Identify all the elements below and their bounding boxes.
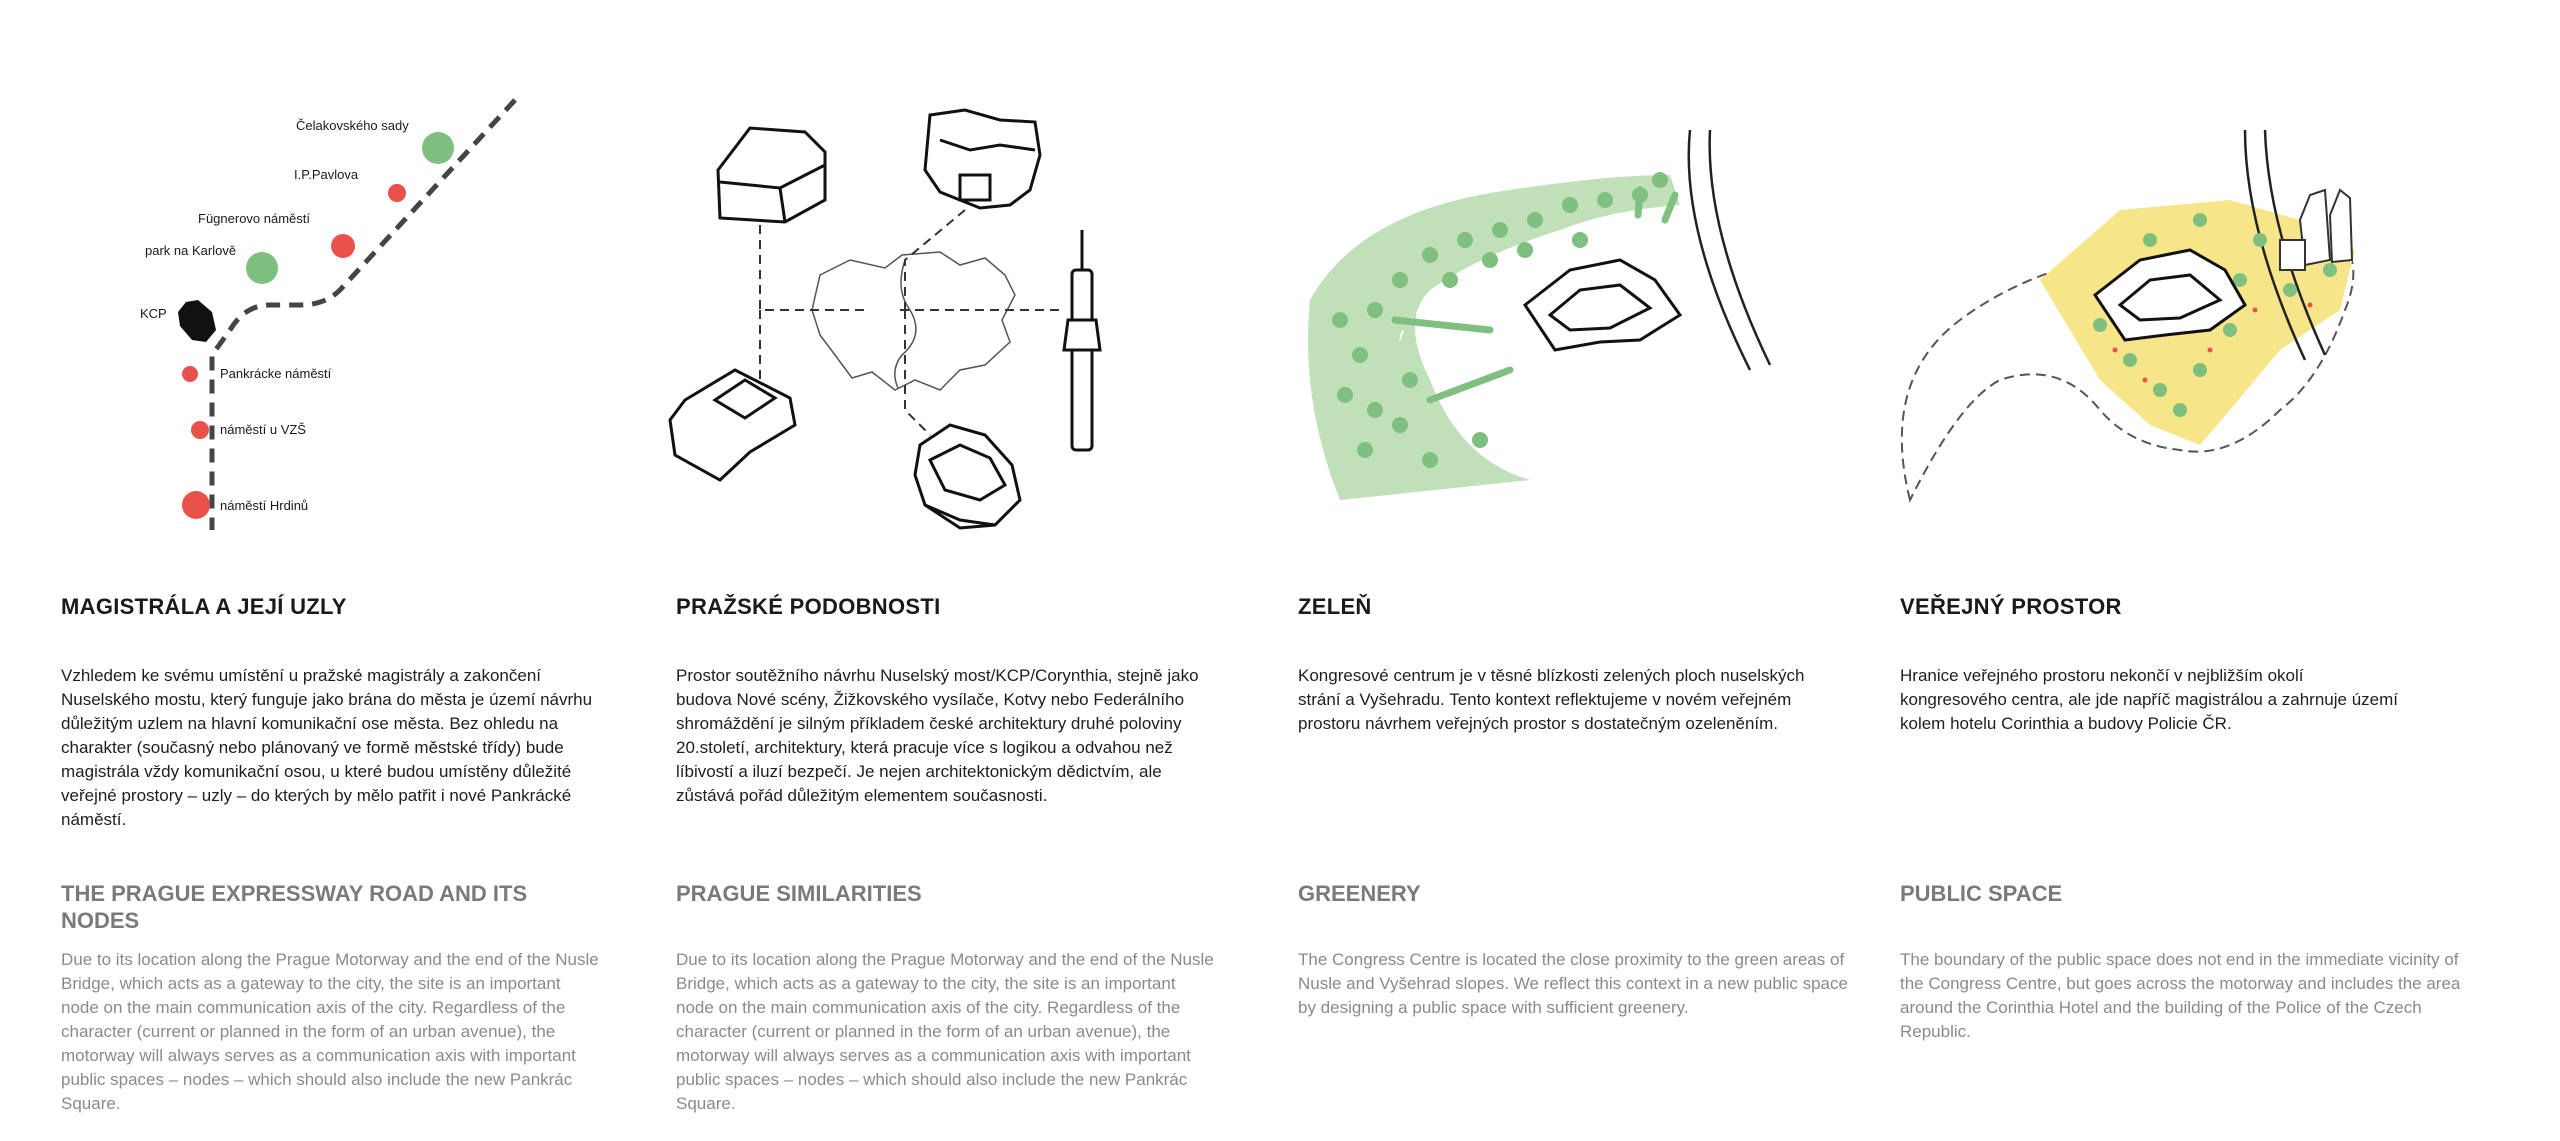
congress-centre-building-icon	[1525, 260, 1680, 350]
label-fugnerovo: Fügnerovo náměstí	[198, 211, 311, 226]
panel-expressway	[0, 0, 640, 1141]
node-hrdinu	[182, 491, 210, 519]
title-en: THE PRAGUE EXPRESSWAY ROAD AND ITS NODES	[61, 881, 528, 933]
expressway-nodes-map	[0, 80, 640, 560]
label-park-na-karlove: park na Karlově	[145, 243, 237, 258]
title-cz: MAGISTRÁLA A JEJÍ UZLY	[61, 594, 347, 619]
node-u-vzs	[191, 421, 209, 439]
title-en: GREENERY	[1298, 881, 1421, 906]
text-cz: Prostor soutěžního návrhu Nuselský most/KCP/Corynthia, stejně jako budova Nové scény, Žižkovského vysílače, Kotvy nebo Federálního shromáždění je silným příkladem české architektury druhé poloviny 20.století, architektury, která pracuje více s logikou a odvahou než líbivostí a iluzí bezpečí. Je nejen architektonickým dědictvím, ale zůstává pořád důležitým elementem současnosti.	[676, 666, 1199, 805]
panel-prague-similarities	[640, 0, 1280, 1141]
text-cz: Kongresové centrum je v těsné blízkosti zelených ploch nuselských strání a Vyšehradu. Tento kontext reflektujeme v novém veřejném prostoru návrhem veřejných prostor s dostatečným ozeleněním.	[1298, 666, 1805, 733]
label-pankracke: Pankrácke náměstí	[220, 366, 332, 381]
panel-greenery	[1280, 0, 1900, 1141]
title-cz: VEŘEJNÝ PROSTOR	[1900, 594, 2122, 619]
text-en: Due to its location along the Prague Motorway and the end of the Nusle Bridge, which acts as a gateway to the city, the site is an important node on the main communication axis of the city. Regardless of the character (current or planned in the form of an urban avenue), the motorway will always serves as a communication axis with important public spaces – nodes – which should also include the new Pankrác Square.	[61, 950, 599, 1113]
road-edge	[1689, 130, 1750, 370]
label-celakovskeho: Čelakovského sady	[296, 118, 409, 133]
node-kcp	[178, 300, 216, 342]
text-en: The Congress Centre is located the close proximity to the green areas of Nusle and Vyšehrad slopes. We reflect this context in a new public space by designing a public space with sufficient greenery.	[1298, 950, 1848, 1017]
building-kotva-icon	[670, 370, 795, 480]
label-u-vzs: náměstí u VZŠ	[220, 422, 306, 437]
node-fugnerovo	[331, 234, 355, 258]
node-pankracke	[182, 366, 198, 382]
panel-public-space	[1900, 0, 2560, 1141]
text-cz: Hranice veřejného prostoru nekončí v nejbližším okolí kongresového centra, ale jde napříč magistrálou a zahrnuje území kolem hotelu Corinthia a budovy Policie ČR.	[1900, 666, 2399, 733]
text-cz: Vzhledem ke svému umístění u pražské magistrály a zakončení Nuselského mostu, který funguje jako brána do města je území návrhu důležitým uzlem na hlavní komunikační ose města. Bez ohledu na charakter (současný nebo plánovaný ve formě městské třídy) bude magistrála vždy komunikační osou, u které budou umístěny důležité veřejné prostory – uzly – do kterých by mělo patřit i nové Pankrácké náměstí.	[61, 666, 593, 829]
title-cz: ZELEŇ	[1298, 594, 1372, 619]
greenery-diagram	[1280, 80, 1900, 560]
congress-centre-building-icon	[915, 425, 1020, 528]
node-park-na-karlove	[246, 252, 278, 284]
building-zizkov-tower-icon	[1064, 230, 1100, 450]
title-en: PUBLIC SPACE	[1900, 881, 2063, 906]
label-hrdinu: náměstí Hrdinů	[220, 498, 309, 513]
title-en: PRAGUE SIMILARITIES	[676, 881, 922, 906]
text-en: Due to its location along the Prague Motorway and the end of the Nusle Bridge, which acts as a gateway to the city, the site is an important node on the main communication axis of the city. Regardless of the character (current or planned in the form of an urban avenue), the motorway will always serves as a communication axis with important public spaces – nodes – which should also include the new Pankrác Square.	[676, 950, 1214, 1113]
title-cz: PRAŽSKÉ PODOBNOSTI	[676, 594, 941, 619]
road-edge-2	[1710, 130, 1770, 365]
label-kcp: KCP	[140, 306, 167, 321]
building-federal-assembly-icon	[718, 128, 825, 222]
text-en: The boundary of the public space does not end in the immediate vicinity of the Congress Centre, but goes across the motorway and includes the area around the Corinthia Hotel and the building of the Police of the Czech Republic.	[1900, 950, 2461, 1041]
prague-similarities-diagram	[640, 80, 1280, 560]
expressway-line	[212, 100, 515, 530]
prague-outline	[812, 252, 1015, 390]
label-ip-pavlova: I.P.Pavlova	[294, 167, 359, 182]
building-nova-scena-icon	[925, 110, 1040, 208]
node-celakovskeho-sady	[422, 132, 454, 164]
node-ip-pavlova	[388, 184, 406, 202]
public-space-diagram	[1900, 80, 2560, 560]
